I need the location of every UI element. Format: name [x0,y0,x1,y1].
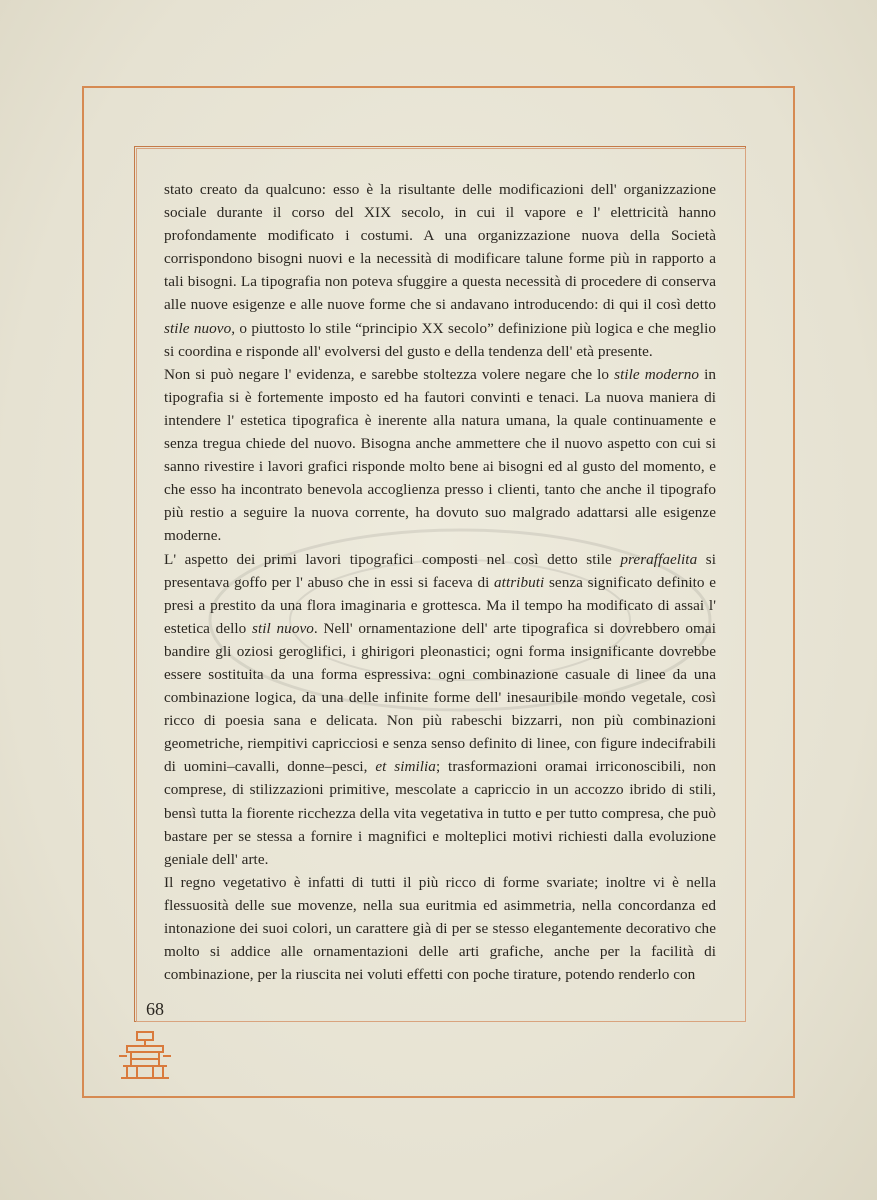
italic-text-run: stile moderno [614,365,700,383]
text-run: ; trasformazioni oramai irriconoscibili, non comprese, di stilizzazioni primitive, mescolate a capriccio in un accozzo ibrido di stili, bensì tutta la fiorente ricchezza della vita vegetativa in tutto e per tutto compresa, che può bastare per se stessa a fornire i magnifici e molteplici motivi richiesti dalla evoluzione geniale dell' arte. [164,758,716,868]
text-run: stato creato da qualcuno: esso è la risultante delle modificazioni dell' organizzazione sociale durante il corso del XIX secolo, in cui il vapore e l' elettricità hanno profondamente modificato i costumi. A una organizzazione nuova della Società corrispondono bisogni nuovi e la necessità di modificare talune forme più in rapporto a tali bisogni. La tipografia non poteva sfuggire a questa necessità di procedere di conserva alle nuove esigenze e alle nuove forme che si andavano introducendo: di qui il così detto [164,181,716,314]
page-number: 68 [146,999,164,1019]
paragraph-1 [164,178,716,363]
printing-press-icon [117,1028,173,1084]
text-run: Non si può negare l' evidenza, e sarebbe stoltezza volere negare che lo [164,365,615,383]
text-run: si presentava goffo per l' abuso che in essi si faceva di [164,550,716,591]
italic-text-run: stile nuovo [164,319,232,337]
text-run: senza significato definito e presi a prestito da una flora imaginaria e grottesca. Ma il tempo ha modificato di assai l' estetica dello [164,573,716,637]
text-run: Il regno vegetativo è infatti di tutti il più ricco di forme svariate; inoltre vi è nella flessuosità delle sue movenze, nella sua euritmia ed asimmetria, nella concordanza ed intonazione dei suoi colori, un carattere già di per se stesso elegantemente decorativo che molto si addice alle ornamentazioni delle arti grafiche, anche per la facilità di combinazione, per la riuscita nei voluti effetti con poche tirature, potendo renderlo con [164,873,716,984]
italic-text-run: preraffaelita [620,550,698,568]
paragraph-4 [164,871,716,986]
text-run: in tipografia si è fortemente imposto ed ha fautori convinti e tenaci. La nuova maniera di intendere l' estetica tipografica è inerente alla natura umana, la quale continuamente e senza tregua chiede del nuovo. Bisogna anche ammettere che il nuovo aspetto con cui si sanno rivestire i lavori grafici risponde molto bene ai bisogni ed al gusto del momento, e che esso ha incontrato benevola accoglienza presso i clienti, tanto che anche il tipografo più restio a seguire la nuova corrente, ha dovuto suo malgrado adattarsi alle esigenze moderne. [164,365,716,545]
italic-text-run: stil nuovo [252,619,314,637]
italic-text-run: et similia [375,758,436,776]
text-run: , o piuttosto lo stile “principio XX secolo” definizione più logica e che meglio si coordina e risponde all' evolversi del gusto e della tendenza dell' età presente. [164,319,716,360]
paragraph-2 [164,363,716,548]
paragraph-3 [164,548,716,871]
text-run: . Nell' ornamentazione dell' arte tipografica si dovrebbero omai bandire gli oziosi geroglifici, i ghirigori pleonastici; ogni forma insignificante dovrebbe essere sostituita da una forma espressiva: ogni combinazione casuale di linee da una combinazione logica, da una delle infinite forme dell' inesauribile mondo vegetale, così ricco di poesia sana e delicata. Non più rabeschi bizzarri, non più combinazioni geometriche, riempitivi capricciosi e senza senso definito di linee, con figure indecifrabili di uomini–cavalli, donne–pesci, [164,619,716,776]
text-run: L' aspetto dei primi lavori tipografici composti nel così detto stile [164,550,621,568]
body-text [164,178,716,986]
italic-text-run: attributi [494,573,545,591]
